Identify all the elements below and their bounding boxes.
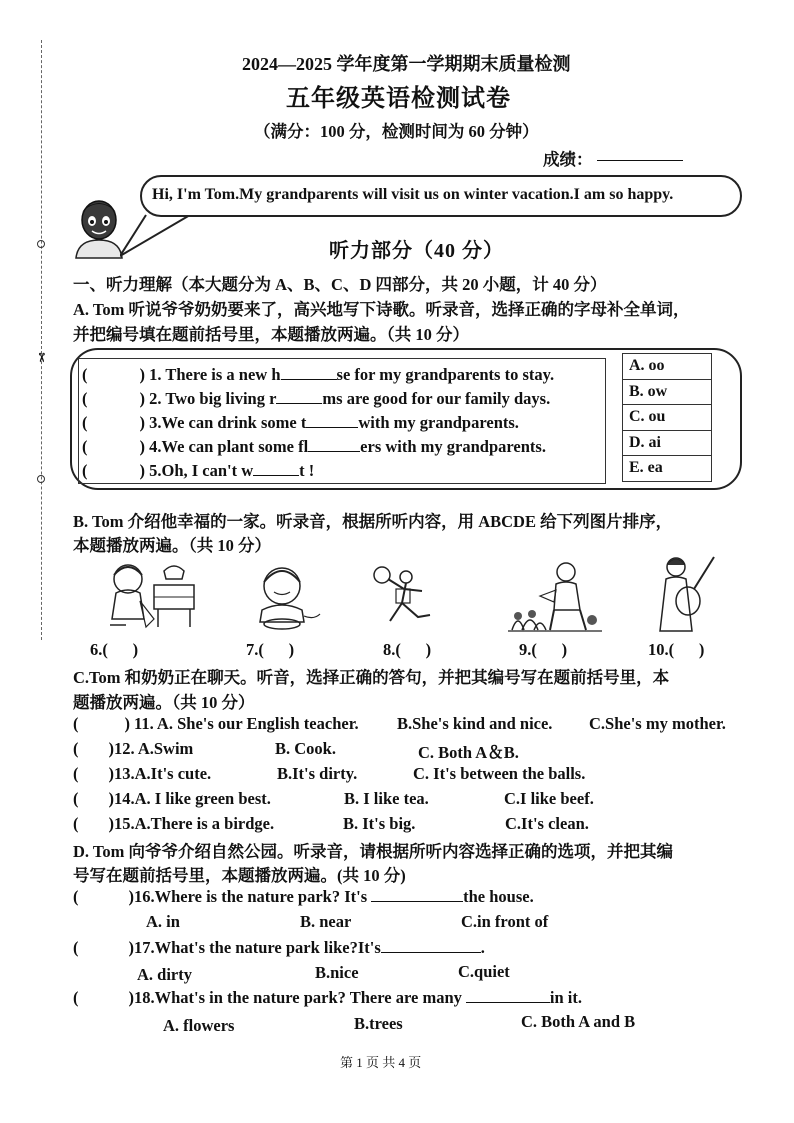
part-d-intro-line2: 号写在题前括号里，本题播放两遍。(共 10 分) bbox=[73, 866, 406, 885]
question-14: ( )14.A. I like green best. bbox=[73, 789, 271, 808]
speech-bubble-text: Hi, I'm Tom.My grandparents will visit us on winter vacation.I am so happy. bbox=[152, 186, 674, 203]
exam-subtitle: （满分：100 分，检测时间为 60 分钟） bbox=[254, 122, 539, 141]
binding-hole-icon bbox=[37, 240, 45, 248]
question-3: ( ) 3.We can drink some t with my grandparents. bbox=[82, 413, 519, 432]
girl-playing-pipa-picture bbox=[650, 553, 720, 635]
part-b-intro-line2: 本题播放两遍。（共 10 分） bbox=[73, 536, 271, 555]
part-d-intro-line1: D. Tom 向爷爷介绍自然公园。听录音，请根据所听内容选择正确的选项，并把其编 bbox=[73, 842, 673, 861]
answer-blank[interactable] bbox=[281, 366, 337, 380]
grandma-cooking-picture bbox=[244, 560, 324, 632]
part-a-intro-line1: A. Tom 听说爷爷奶奶要来了，高兴地写下诗歌。听录音，选择正确的字母补全单词， bbox=[73, 300, 690, 319]
answer-blank[interactable] bbox=[371, 888, 463, 902]
question-16-c: C.in front of bbox=[461, 912, 549, 931]
part-c-intro-line1: C.Tom 和奶奶正在聊天。听音，选择正确的答句，并把其编号写在题前括号里，本 bbox=[73, 668, 670, 687]
part-b-intro-line1: B. Tom 介绍他幸福的一家。听录音，根据所听内容，用 ABCDE 给下列图片排序， bbox=[73, 512, 673, 531]
question-15: ( )15.A.There is a birdge. bbox=[73, 814, 275, 833]
question-18-b: B.trees bbox=[354, 1014, 403, 1033]
question-12: ( )12. A.Swim bbox=[73, 739, 194, 758]
answer-blank[interactable] bbox=[381, 939, 481, 953]
option-d: D. ai bbox=[623, 430, 712, 456]
listening-section-title: 听力部分（40 分） bbox=[329, 240, 504, 262]
question-5: ( ) 5.Oh, I can't w t ! bbox=[82, 461, 315, 480]
question-15-b: B. It's big. bbox=[343, 814, 416, 833]
question-12-c: C. Both A＆B. bbox=[418, 743, 519, 762]
question-2: ( ) 2. Two big living r ms are good for our family days. bbox=[82, 389, 551, 408]
question-15-c: C.It's clean. bbox=[505, 814, 589, 833]
part-a-intro-line2: 并把编号填在题前括号里，本题播放两遍。（共 10 分） bbox=[73, 325, 469, 344]
answer-blank[interactable] bbox=[466, 989, 550, 1003]
question-18-c: C. Both A and B bbox=[521, 1012, 636, 1031]
question-14-c: C.I like beef. bbox=[504, 789, 594, 808]
exam-title-line2: 五年级英语检测试卷 bbox=[286, 86, 511, 112]
page-footer: 第 1 页 共 4 页 bbox=[340, 1055, 422, 1070]
option-b: B. ow bbox=[623, 379, 712, 405]
letter-options-table bbox=[622, 353, 712, 482]
question-18: ( )18.What's in the nature park? There are many in it. bbox=[73, 988, 582, 1007]
picture-8-label[interactable]: 8.( ) bbox=[383, 640, 432, 659]
option-c: C. ou bbox=[623, 405, 712, 431]
question-18-a: A. flowers bbox=[163, 1016, 235, 1035]
scissors-icon: ✂ bbox=[34, 352, 49, 363]
question-17-a: A. dirty bbox=[137, 965, 192, 984]
score-blank[interactable] bbox=[597, 160, 683, 161]
picture-7-label[interactable]: 7.( ) bbox=[246, 640, 295, 659]
picture-9-label[interactable]: 9.( ) bbox=[519, 640, 568, 659]
basketball-player-picture bbox=[366, 563, 446, 633]
binding-hole-icon bbox=[37, 475, 45, 483]
picture-6-label[interactable]: 6.( ) bbox=[90, 640, 139, 659]
question-17: ( )17.What's the nature park like?It's . bbox=[73, 938, 485, 957]
binding-margin-line bbox=[41, 40, 42, 640]
question-16-b: B. near bbox=[300, 912, 352, 931]
answer-blank[interactable] bbox=[308, 438, 360, 452]
part-one-heading: 一、听力理解（本大题分为 A、B、C、D 四部分，共 20 小题，计 40 分） bbox=[73, 275, 607, 294]
question-13-c: C. It's between the balls. bbox=[413, 764, 586, 783]
option-e: E. ea bbox=[623, 456, 712, 482]
boy-sweeping-picture bbox=[96, 557, 200, 633]
answer-blank[interactable] bbox=[276, 390, 322, 404]
option-a: A. oo bbox=[623, 354, 712, 380]
question-11-b: B.She's kind and nice. bbox=[397, 714, 553, 733]
answer-blank[interactable] bbox=[253, 462, 299, 476]
part-c-intro-line2: 题播放两遍。（共 10 分） bbox=[73, 693, 255, 712]
question-14-b: B. I like tea. bbox=[344, 789, 429, 808]
question-13: ( )13.A.It's cute. bbox=[73, 764, 212, 783]
question-12-b: B. Cook. bbox=[275, 739, 336, 758]
question-11: ( ) 11. A. She's our English teacher. bbox=[73, 714, 359, 733]
question-1: ( ) 1. There is a new h se for my grandparents to stay. bbox=[82, 365, 555, 384]
exam-title-line1: 2024—2025 学年度第一学期期末质量检测 bbox=[242, 54, 571, 74]
question-17-b: B.nice bbox=[315, 963, 359, 982]
question-4: ( ) 4.We can plant some fl ers with my grandparents. bbox=[82, 437, 546, 456]
grandpa-watering-picture bbox=[504, 560, 604, 634]
question-17-c: C.quiet bbox=[458, 962, 510, 981]
picture-10-label[interactable]: 10.( ) bbox=[648, 640, 705, 659]
question-16-a: A. in bbox=[146, 912, 180, 931]
score-label: 成绩： bbox=[543, 150, 593, 169]
question-11-c: C.She's my mother. bbox=[589, 714, 726, 733]
question-16: ( )16.Where is the nature park? It's the house. bbox=[73, 887, 534, 906]
question-13-b: B.It's dirty. bbox=[277, 764, 358, 783]
answer-blank[interactable] bbox=[306, 414, 358, 428]
